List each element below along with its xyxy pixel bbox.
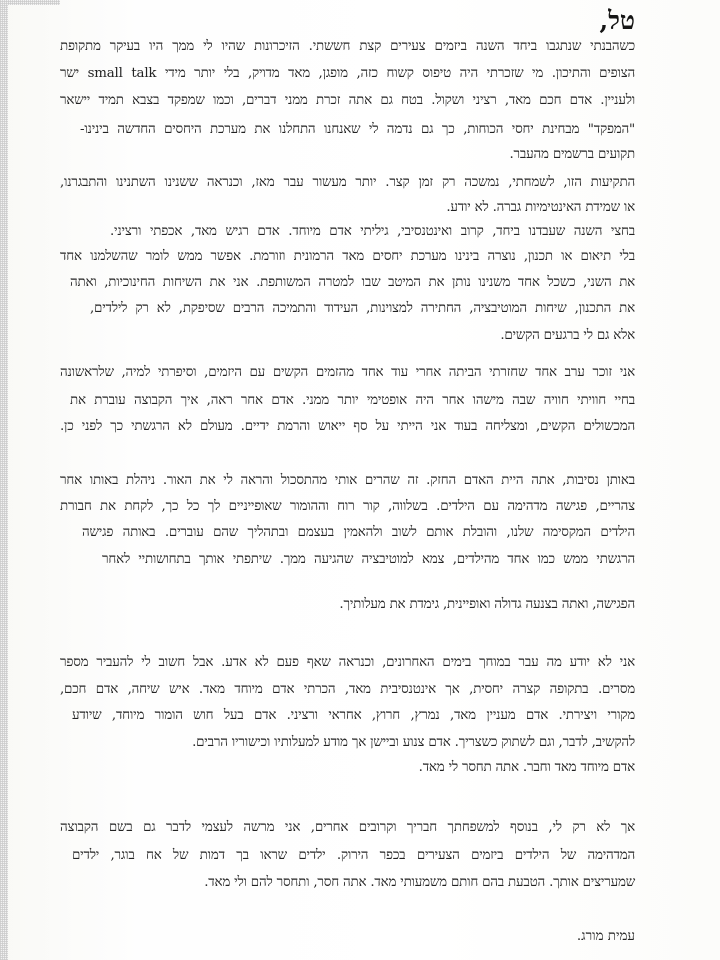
letter-signature: עמית מורג. — [576, 929, 635, 944]
paragraph-2-line-2: או שמידת האינטימיות גברה. לא יודע. — [446, 200, 635, 215]
paragraph-3-line-4: את התכנון, שיחות המוטיבציה, החתירה למצוינות, העידוד והתמיכה הרבים שסיפקת, לא רק לילדים, — [90, 301, 635, 316]
paragraph-1-line-1: כשהבנתי שנתגבו ביחד השנה ביזמים צעירים קצת חששתי. הזיכרונות שהיו לי ממך היו בעיקר מתקופת — [60, 39, 635, 54]
paragraph-3-line-3: את השני, כשכל אחד משנינו נותן את המיטב שבו למטרה המשותפת. אני את השיחות החינוכיות, ואתה — [70, 275, 635, 290]
paragraph-4-line-6: הילדים המקסימה שלנו, והובלת אותם לשוב ולהאמין בעצמם ובתהליך שהם עוברים. באותה פגישה — [82, 525, 635, 540]
paragraph-6-line-3: שמעריצים אותך. הטבעת בהם חותם משמעותי מאד. אתה חסר, ותחסר להם ולי מאד. — [204, 875, 635, 890]
paragraph-6-line-1: אך לא רק לי, בנוסף למשפחתך חבריך וקרובים אחרים, אני מרשה לעצמי לדבר גם בשם הקבוצה — [60, 820, 635, 835]
paragraph-6-line-2: המדהימה של הילדים ביזמים הצעירים בכפר הירוק. ילדים שראו בך דמות של אח בוגר, ילדים — [72, 848, 635, 863]
paragraph-5-line-5: אדם מיוחד מאד וחבר. אתה תחסר לי מאד. — [418, 760, 635, 775]
paragraph-4-line-4: באותן נסיבות, אתה היית האדם החזק. זה שהרים אותי מהתסכול והראה לי את האור. ניהלת באותו אחר — [60, 473, 635, 488]
scan-edge-top — [0, 0, 60, 5]
paragraph-4-line-2: בחיי חוויתי חוויה שבה מישהו אחר היה אופטימי יותר ממני. אדם אחר ראה, איך הקבוצה עוברת את — [70, 393, 635, 408]
paragraph-3-line-1: בחצי השנה שעבדנו ביחד, קרוב ואינטנסיבי, גיליתי אדם מיוחד. אדם רגיש מאד, אכפתי ורציני. — [110, 224, 635, 239]
paragraph-5-line-4: להקשיב, לדבר, וגם לשתוק כשצריך. אדם צנוע וביישן אך מודע למעלותיו וכישוריו הרבים. — [192, 735, 635, 750]
letter-greeting: טל, — [599, 6, 635, 35]
paragraph-4-line-8: הפגישה, ואתה בצנעה גדולה ואופיינית, גימדת את מעלותיך. — [339, 597, 635, 612]
paragraph-1-line-4: "המפקד" מבחינת יחסי הכוחות, כך גם נדמה לי שאנחנו התחלנו את מערכת היחסים החדשה בינינו- — [80, 122, 635, 137]
paragraph-4-line-5: צהריים, פגישה מדהימה עם הילדים. בשלווה, קור רוח וההומור שאופייניים לך כל כך, לקחת את חבורת — [60, 499, 635, 514]
paragraph-3-line-5: אלא גם לי ברגעים הקשים. — [500, 328, 635, 343]
paragraph-4-line-7: הרגשתי ממש כמו אחד מהילדים, צמא למוטיבציה שהגיעה ממך. שיתפתי אותך בתחושותיי לאחר — [102, 552, 635, 567]
paragraph-2-line-1: התקיעות הזו, לשמחתי, נמשכה רק זמן קצר. יותר מעשור עבר מאז, וכנראה ששנינו השתנינו והתבגרנו, — [60, 175, 635, 190]
paragraph-5-line-3: מקורי ויצירתי. אדם מעניין מאד, נמרץ, חרוץ, אחראי ורציני. אדם בעל חוש הומור מיוחד, שיודע — [72, 708, 635, 723]
paragraph-3-line-2: בלי תיאום או תכנון, נוצרה בינינו מערכת יחסים מאד הרמונית וזורמת. אפשר ממש לומר שהשלמנו אחד — [60, 249, 635, 264]
paragraph-4-line-3: המכשולים הקשים, ומצליחה בעוד אני הייתי על סף ייאוש והרמת ידיים. מעולם לא הרגשתי כך לפני כן. — [60, 419, 635, 434]
paragraph-4-line-1: אני זוכר ערב אחד שחזרתי הביתה אחרי עוד אחד מהזמים הקשים עם היזמים, וסיפרתי למיה, שלראשונה — [60, 365, 635, 380]
scan-edge-left — [0, 0, 8, 960]
paragraph-1-line-3: ולעניין. אדם חכם מאד, רציני ושקול. בטח גם אתה זכרת ממני דברים, וכמו שמפקד בצבא תמיד יישאר — [60, 93, 635, 108]
paragraph-5-line-1: אני לא יודע מה עבר במוחך בימים האחרונים, וכנראה שאף פעם לא אדע. אבל חשוב לי להעביר מספר — [60, 655, 635, 670]
paragraph-1-line-2: הצופים והתיכון. מי שזכרתי היה טיפוס קשוח כזה, מופגן, מאד מדויק, בלי יותר מידי small talk ישר — [60, 66, 636, 81]
paragraph-1-line-5: תקועים ברשמים מהעבר. — [509, 147, 635, 162]
paragraph-5-line-2: מסרים. בתקופה קצרה יחסית, אך אינטנסיבית מאד, הכרתי אדם מיוחד מאד. איש שיחה, אדם חכם, — [60, 682, 635, 697]
